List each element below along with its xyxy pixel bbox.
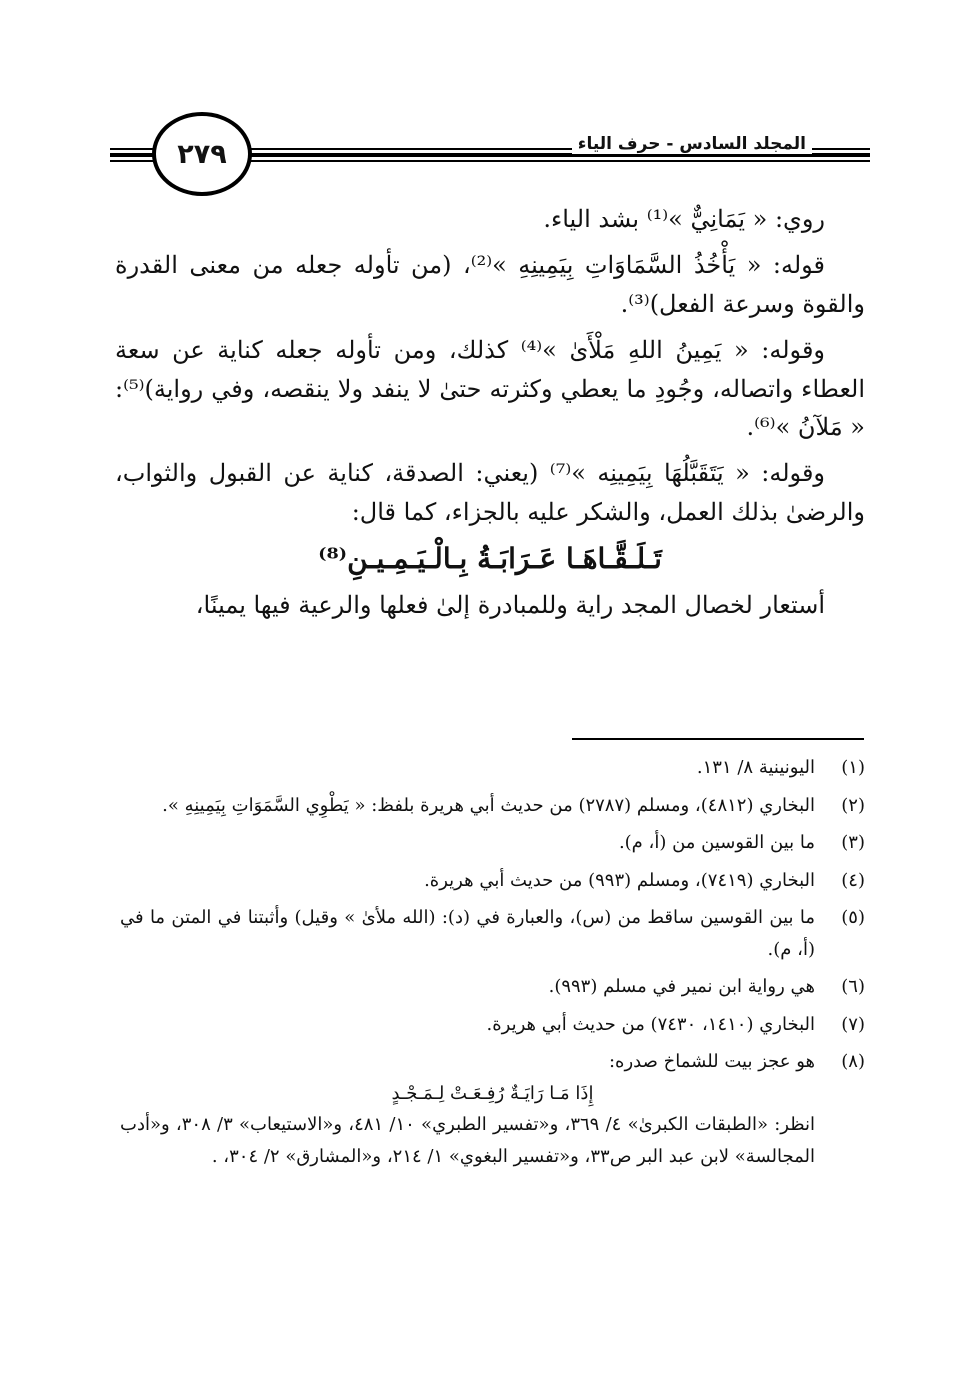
footnote-number: (٧) — [841, 1013, 865, 1035]
footnote-3 — [120, 827, 865, 859]
footnote-text: ما بين القوسين من (أ، م). — [618, 832, 815, 853]
footnote-number: (٨) — [841, 1051, 865, 1072]
footnote-number: (٣) — [841, 832, 865, 853]
footnote-text: البخاري (١٤١٠، ٧٤٣٠) من حديث أبي هريرة. — [486, 1013, 815, 1035]
footnote-separator — [572, 738, 864, 740]
footnote-6 — [120, 971, 865, 1003]
footnote-7 — [120, 1009, 865, 1041]
footnote-text: هي رواية ابن نمير في مسلم (٩٩٣). — [548, 976, 815, 997]
paragraph-1: روي: « يَمَانِيٌّ »⁽¹⁾ بشد الياء. — [543, 205, 825, 233]
paragraph-5: أستعار لخصال المجد راية وللمبادرة إلىٰ فعلها والرعية فيها يمينًا، — [195, 590, 825, 619]
footnote-number: (٤) — [841, 869, 865, 891]
paragraph-3: وقوله: « يَمِينُ اللهِ مَلْأَىٰ »⁽⁴⁾ كذلك، ومن تأوله جعله كناية عن سعة العطاء واتصاله، وجُودِ ما يعطي وكثرته حتىٰ لا ينفد ولا ينقصه، وفي رواية)⁽⁵⁾: « مَلآنُ »⁽⁶⁾. — [115, 336, 865, 441]
footnote-4 — [120, 865, 865, 897]
footnote-number: (٥) — [841, 907, 865, 928]
footnote-text: ما بين القوسين ساقط من (س)، والعبارة في (د): (الله ملأىٰ » وقيل) وأثبتنا في المتن ما في (أ، م). — [120, 907, 815, 960]
footnote-number: (٢) — [841, 794, 865, 816]
footnote-text: اليونينية ٨/ ١٣١. — [696, 757, 815, 778]
footnote-1 — [120, 752, 865, 784]
main-text — [115, 200, 865, 632]
footnote-8 — [120, 1046, 865, 1078]
footnote-text: البخاري (٧٤١٩)، ومسلم (٩٩٣) من حديث أبي هريرة. — [424, 869, 815, 891]
footnote-number: (٦) — [841, 976, 865, 997]
paragraph-2: قوله: « يَأْخُذُ السَّمَاوَاتِ بِيَمِينِهِ »⁽²⁾، (من تأوله جعله من معنى القدرة والقوة وسرعة الفعل)⁽³⁾. — [115, 251, 865, 318]
page-header — [110, 112, 870, 196]
footnote-text: البخاري (٤٨١٢)، ومسلم (٢٧٨٧) من حديث أبي هريرة بلفظ: « يَطْوِي السَّمَوَاتِ بِيَمِينِهِ ». — [162, 794, 815, 816]
running-title: المجلد السادس - حرف الياء — [572, 134, 812, 154]
footnote-references: انظر: «الطبقات الكبرىٰ» ٤/ ٣٦٩، و«تفسير الطبري» ١٠/ ٤٨١، و«الاستيعاب» ٣/ ٣٠٨، و«أدب المجالسة» لابن عبد البر ص٣٣، و«تفسير البغوي» ١/ ٢١٤، و«المشارق» ٢/ ٣٠٤، . — [120, 1114, 815, 1167]
footnote-text: هو عجز بيت للشماخ صدره: — [608, 1051, 815, 1072]
paragraph-4: وقوله: « يَتَقَبَّلُهَا بِيَمِينِه »⁽⁷⁾ (يعني: الصدقة، كناية عن القبول والثواب، والرضىٰ بذلك العمل، والشكر عليه بالجزاء، كما قال: — [115, 459, 865, 526]
footnote-verse: إِذَا مَـا رَايَـةٌ رُفِـعَـتْ لِـمَـجْـدٍ — [391, 1082, 594, 1104]
poetry-verse: تَـلَـقَّـاهَـا عَـرَابَـةُ بِـالْـيَـمِـيـنِ⁽⁸⁾ — [318, 542, 662, 576]
footnotes — [120, 752, 865, 1172]
footnote-number: (١) — [841, 757, 865, 778]
footnote-2 — [120, 790, 865, 822]
page-number: ٢٧٩ — [177, 138, 227, 170]
page-number-badge — [152, 112, 252, 196]
footnote-5 — [120, 902, 865, 965]
